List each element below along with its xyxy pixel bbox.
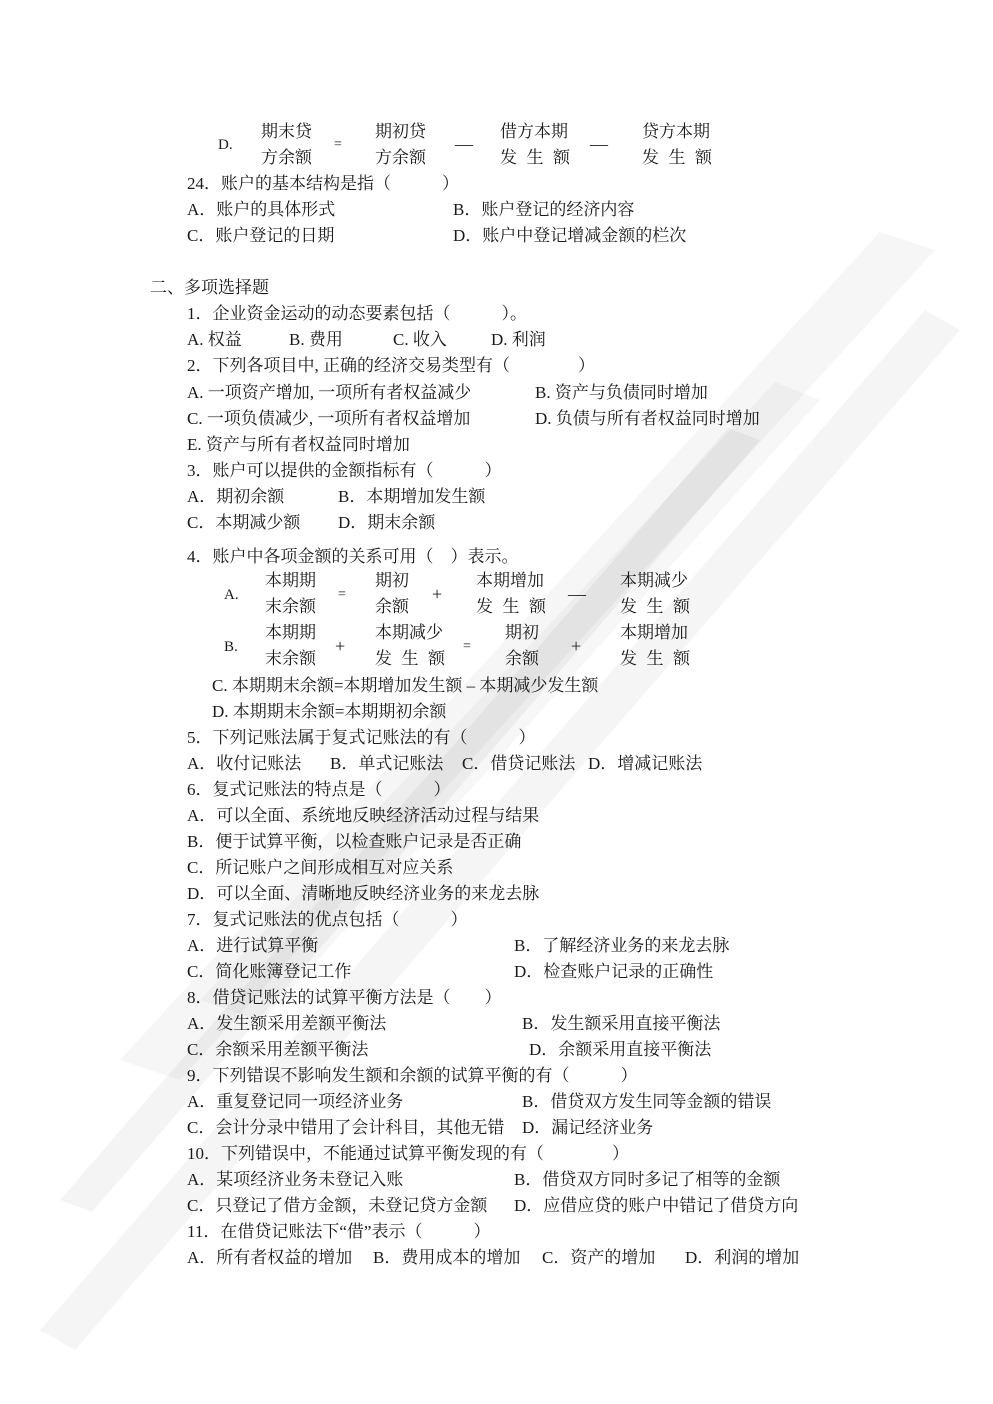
question-stem: 5．下列记账法属于复式记账法的有（ ） bbox=[187, 728, 536, 747]
option-c: C. 收入 bbox=[393, 330, 447, 349]
formula-operator: + bbox=[571, 636, 582, 656]
option-a: A．进行试算平衡 bbox=[187, 936, 319, 955]
option-b: B．发生额采用直接平衡法 bbox=[522, 1014, 721, 1033]
formula-term-top: 本期减少 bbox=[375, 623, 443, 642]
option-d: D．期末余额 bbox=[338, 513, 436, 532]
option-c: C．简化账簿登记工作 bbox=[187, 962, 352, 981]
option-c: C．本期减少额 bbox=[187, 513, 301, 532]
formula-term-top: 贷方本期 bbox=[642, 122, 710, 141]
option-c: C．资产的增加 bbox=[542, 1248, 656, 1267]
formula-operator: — bbox=[455, 134, 473, 154]
formula-term-bottom: 余额 bbox=[375, 597, 409, 616]
option-d: D．应借应贷的账户中错记了借贷方向 bbox=[514, 1196, 799, 1215]
option-a: A．可以全面、系统地反映经济活动过程与结果 bbox=[187, 806, 540, 825]
question-stem: 11．在借贷记账法下“借”表示（ ） bbox=[187, 1222, 491, 1241]
formula-term-bottom: 发 生 额 bbox=[375, 649, 445, 668]
option-b: B. 费用 bbox=[289, 330, 343, 349]
option-a: A．重复登记同一项经济业务 bbox=[187, 1092, 404, 1111]
formula-operator: + bbox=[335, 636, 346, 656]
section-heading: 二、多项选择题 bbox=[150, 278, 269, 297]
question-stem: 10．下列错误中，不能通过试算平衡发现的有（ ） bbox=[187, 1144, 629, 1163]
option-d: D．账户中登记增减金额的栏次 bbox=[453, 226, 687, 245]
option-d: D．漏记经济业务 bbox=[522, 1118, 654, 1137]
formula-term-top: 本期增加 bbox=[476, 571, 544, 590]
option-c: C．会计分录中错用了会计科目，其他无错 bbox=[187, 1118, 505, 1137]
formula-operator: = bbox=[334, 137, 342, 152]
option-c: C. 本期期末余额=本期增加发生额 – 本期减少发生额 bbox=[212, 676, 599, 695]
option-a: A．某项经济业务未登记入账 bbox=[187, 1170, 404, 1189]
formula-a-label: A. bbox=[224, 587, 239, 603]
formula-term-top: 本期期 bbox=[265, 571, 316, 590]
option-d: D．增减记账法 bbox=[588, 754, 703, 773]
question-stem: 4．账户中各项金额的关系可用（ ）表示。 bbox=[187, 547, 519, 566]
question-stem: 24．账户的基本结构是指（ ） bbox=[187, 174, 459, 193]
option-d: D．利润的增加 bbox=[685, 1248, 800, 1267]
formula-operator: + bbox=[432, 584, 443, 604]
option-b: B. 资产与负债同时增加 bbox=[535, 383, 708, 402]
option-c: C．账户登记的日期 bbox=[187, 226, 335, 245]
option-a: A．收付记账法 bbox=[187, 754, 302, 773]
question-stem: 6．复式记账法的特点是（ ） bbox=[187, 780, 451, 799]
formula-d-label: D. bbox=[218, 137, 233, 153]
formula-term-top: 期初贷 bbox=[375, 122, 426, 141]
formula-term-bottom: 发 生 额 bbox=[620, 597, 690, 616]
formula-operator: = bbox=[463, 639, 471, 654]
option-a: A．发生额采用差额平衡法 bbox=[187, 1014, 387, 1033]
formula-b-label: B. bbox=[224, 639, 238, 655]
formula-operator: = bbox=[338, 587, 346, 602]
option-b: B．单式记账法 bbox=[330, 754, 444, 773]
formula-term-top: 借方本期 bbox=[500, 122, 568, 141]
option-c: C．只登记了借方金额，未登记贷方金额 bbox=[187, 1196, 488, 1215]
formula-term-bottom: 方余额 bbox=[375, 148, 426, 167]
option-d: D. 负债与所有者权益同时增加 bbox=[535, 409, 760, 428]
option-b: B．费用成本的增加 bbox=[373, 1248, 521, 1267]
option-d: D．可以全面、清晰地反映经济业务的来龙去脉 bbox=[187, 884, 540, 903]
formula-term-bottom: 余额 bbox=[505, 649, 539, 668]
question-stem: 1．企业资金运动的动态要素包括（ ）。 bbox=[187, 304, 527, 323]
question-stem: 7．复式记账法的优点包括（ ） bbox=[187, 910, 468, 929]
formula-term-top: 本期期 bbox=[265, 623, 316, 642]
option-c: C. 一项负债减少, 一项所有者权益增加 bbox=[187, 409, 471, 428]
formula-operator: — bbox=[568, 584, 586, 604]
option-c: C．所记账户之间形成相互对应关系 bbox=[187, 858, 454, 877]
formula-operator: — bbox=[590, 134, 608, 154]
question-stem: 8．借贷记账法的试算平衡方法是（ ） bbox=[187, 988, 502, 1007]
option-b: B．了解经济业务的来龙去脉 bbox=[514, 936, 730, 955]
option-b: B．借贷双方发生同等金额的错误 bbox=[522, 1092, 772, 1111]
option-d: D. 本期期末余额=本期期初余额 bbox=[212, 702, 447, 721]
formula-term-bottom: 发 生 额 bbox=[476, 597, 546, 616]
option-d: D．余额采用直接平衡法 bbox=[529, 1040, 712, 1059]
option-b: B．便于试算平衡，以检查账户记录是否正确 bbox=[187, 832, 522, 851]
formula-term-bottom: 发 生 额 bbox=[620, 649, 690, 668]
formula-term-bottom: 方余额 bbox=[261, 148, 312, 167]
option-a: A．所有者权益的增加 bbox=[187, 1248, 353, 1267]
option-d: D. 利润 bbox=[491, 330, 546, 349]
option-c: C．余额采用差额平衡法 bbox=[187, 1040, 369, 1059]
option-a: A．期初余额 bbox=[187, 487, 285, 506]
question-stem: 2．下列各项目中, 正确的经济交易类型有（ ） bbox=[187, 356, 595, 375]
option-b: B．借贷双方同时多记了相等的金额 bbox=[514, 1170, 781, 1189]
option-c: C．借贷记账法 bbox=[462, 754, 576, 773]
option-d: D．检查账户记录的正确性 bbox=[514, 962, 714, 981]
question-stem: 9．下列错误不影响发生额和余额的试算平衡的有（ ） bbox=[187, 1066, 638, 1085]
formula-term-top: 本期减少 bbox=[620, 571, 688, 590]
option-a: A. 一项资产增加, 一项所有者权益减少 bbox=[187, 383, 472, 402]
formula-term-bottom: 发 生 额 bbox=[500, 148, 570, 167]
question-stem: 3．账户可以提供的金额指标有（ ） bbox=[187, 461, 502, 480]
formula-term-bottom: 发 生 额 bbox=[642, 148, 712, 167]
formula-term-top: 期末贷 bbox=[261, 122, 312, 141]
formula-term-top: 期初 bbox=[375, 571, 409, 590]
option-b: B．账户登记的经济内容 bbox=[453, 200, 635, 219]
option-b: B．本期增加发生额 bbox=[338, 487, 486, 506]
formula-term-top: 本期增加 bbox=[620, 623, 688, 642]
formula-term-bottom: 末余额 bbox=[265, 649, 316, 668]
option-a: A．账户的具体形式 bbox=[187, 200, 336, 219]
formula-term-bottom: 末余额 bbox=[265, 597, 316, 616]
formula-term-top: 期初 bbox=[505, 623, 539, 642]
option-a: A. 权益 bbox=[187, 330, 242, 349]
option-e: E. 资产与所有者权益同时增加 bbox=[187, 435, 410, 454]
